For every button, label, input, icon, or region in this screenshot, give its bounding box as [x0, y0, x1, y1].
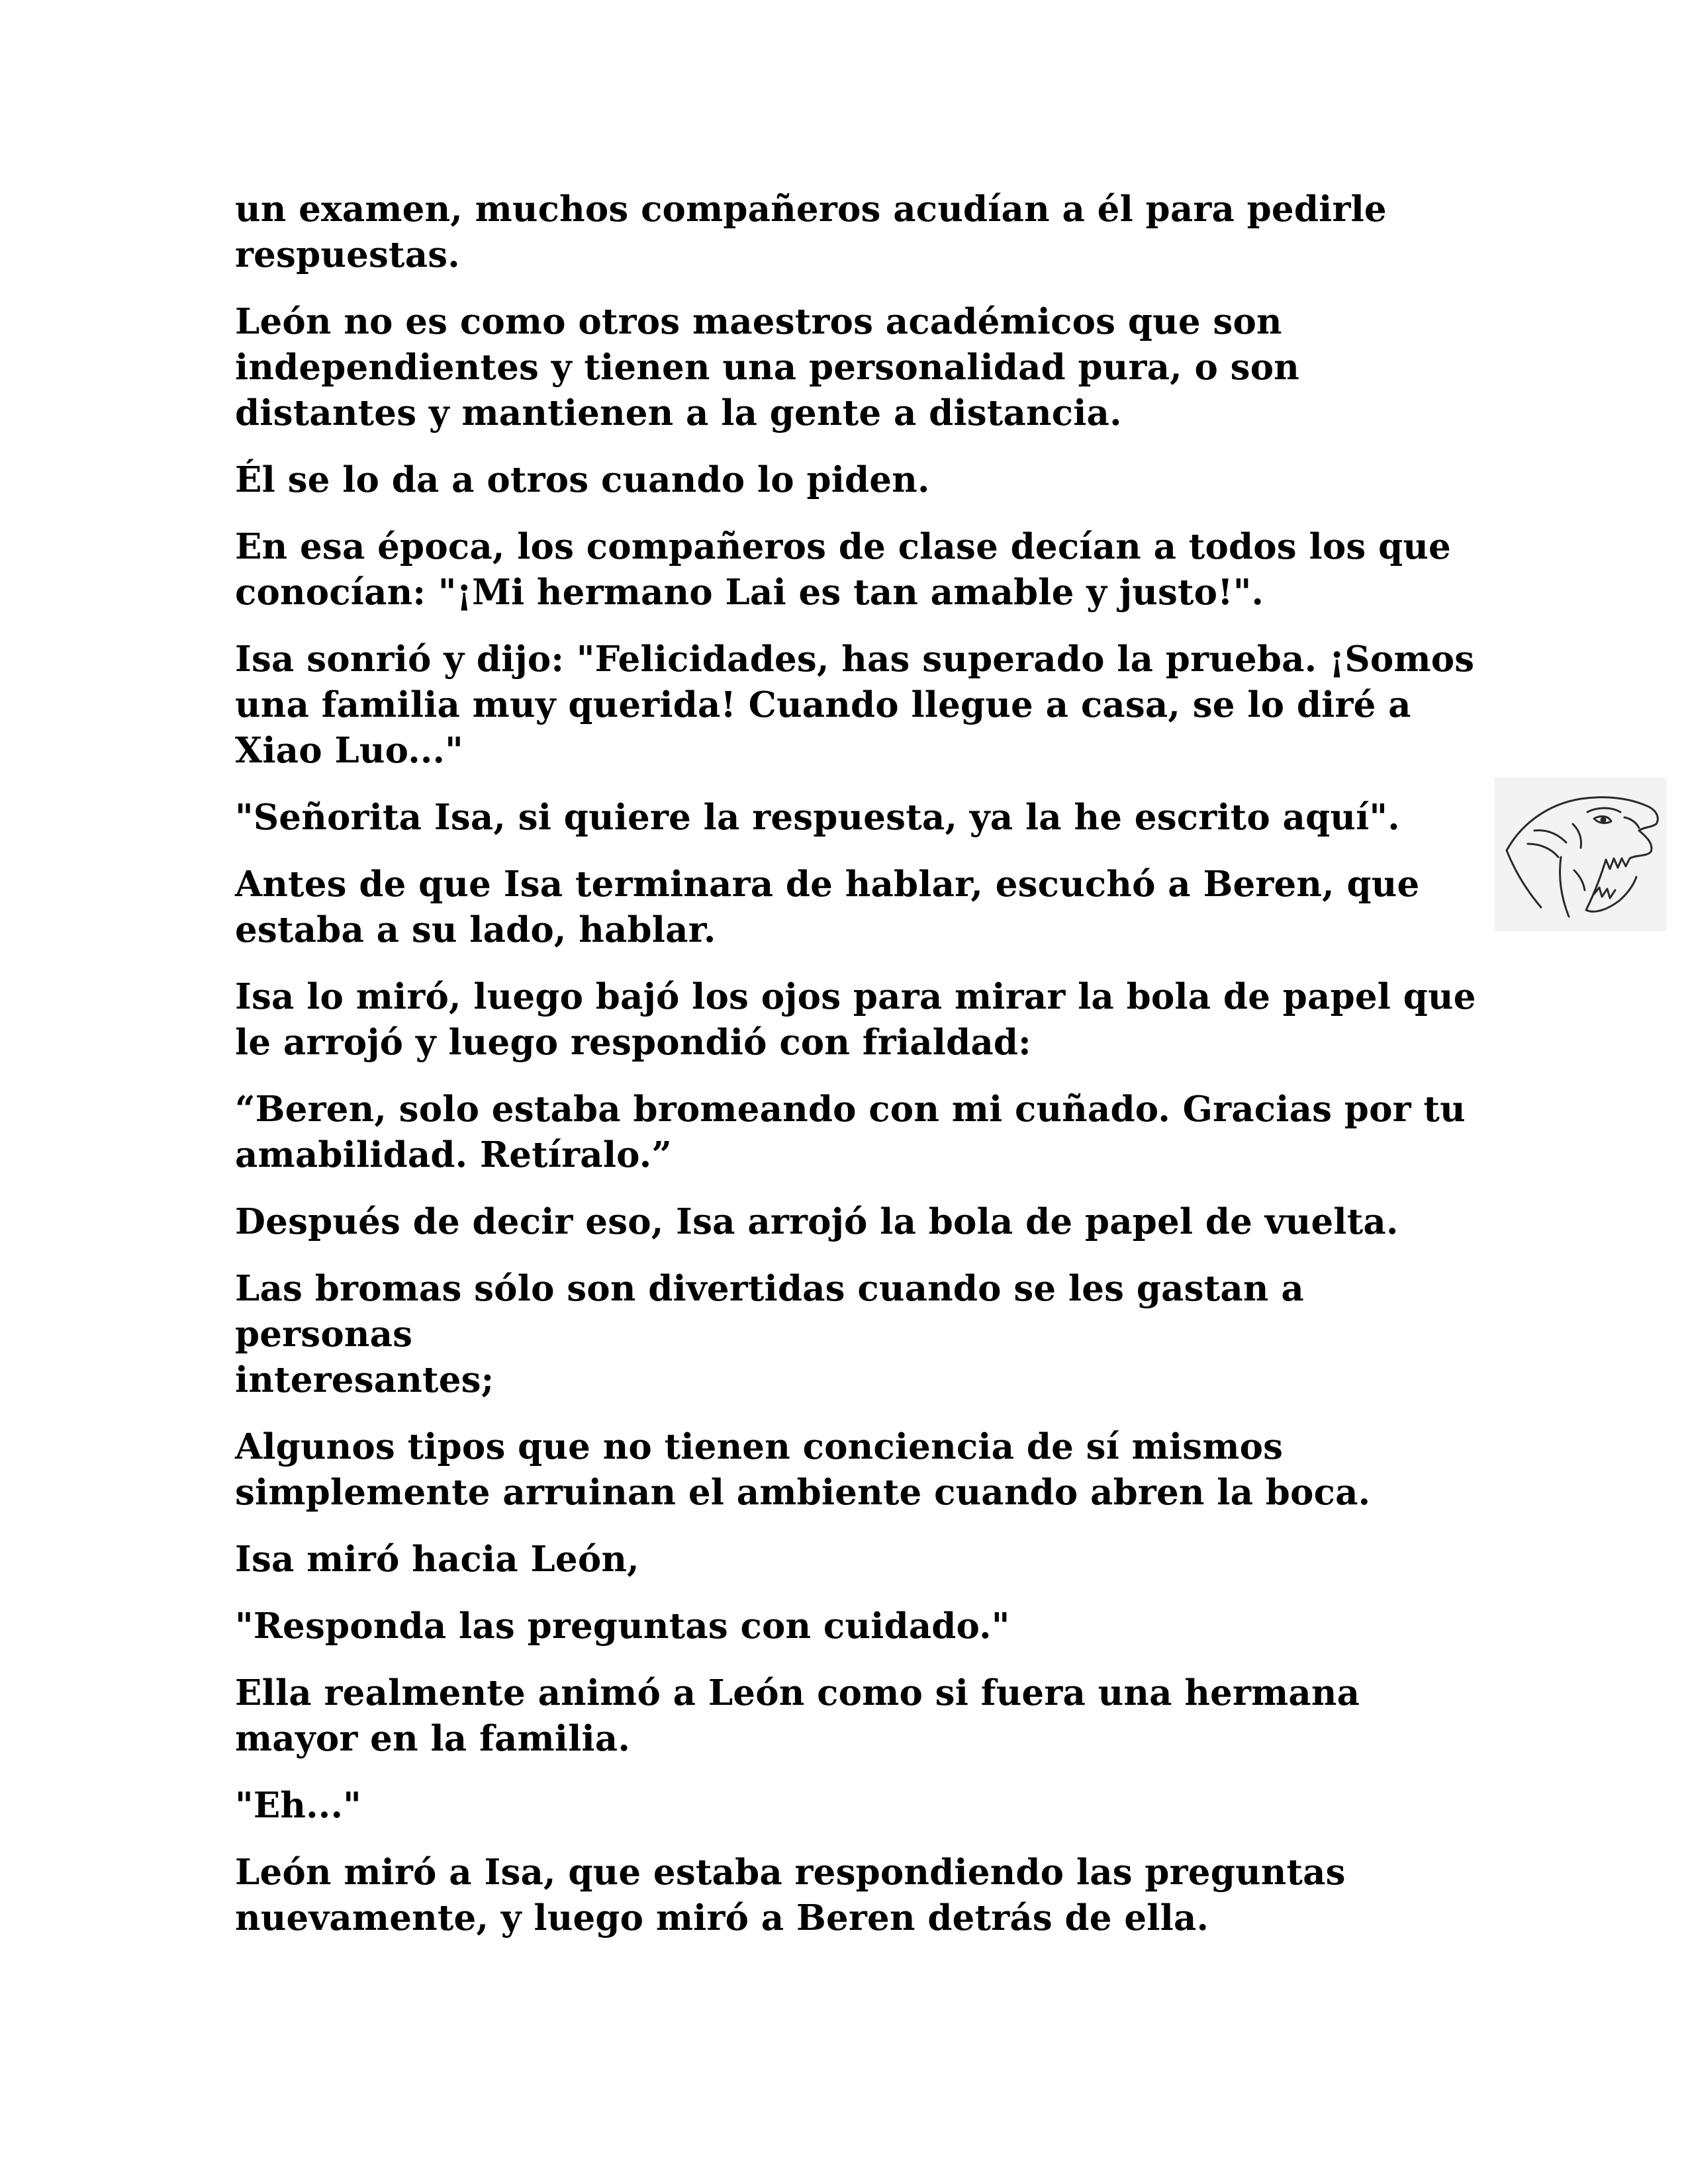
paragraph: Isa lo miró, luego bajó los ojos para mirar la bola de papel que le arrojó y luego respondió con frialdad: [235, 976, 1476, 1063]
body-text [235, 187, 1479, 1962]
paragraph: Algunos tipos que no tienen conciencia de sí mismos simplemente arruinan el ambiente cuando abren la boca. [235, 1426, 1371, 1513]
paragraph: En esa época, los compañeros de clase decían a todos los que conocían: "¡Mi hermano Lai es tan amable y justo!". [235, 526, 1451, 613]
paragraph: León miró a Isa, que estaba respondiendo las preguntas nuevamente, y luego miró a Beren detrás de ella. [235, 1852, 1346, 1938]
paragraph: Isa miró hacia León, [235, 1539, 639, 1580]
paragraph: “Beren, solo estaba bromeando con mi cuñado. Gracias por tu amabilidad. Retíralo.” [235, 1089, 1466, 1175]
paragraph: "Responda las preguntas con cuidado." [235, 1606, 1010, 1647]
paragraph: "Señorita Isa, si quiere la respuesta, ya la he escrito aquí". [235, 797, 1400, 838]
paragraph: Él se lo da a otros cuando lo piden. [235, 459, 930, 500]
paragraph: Después de decir eso, Isa arrojó la bola de papel de vuelta. [235, 1201, 1399, 1242]
dinosaur-head-sketch-icon [1495, 778, 1667, 931]
paragraph: León no es como otros maestros académicos que son independientes y tienen una personalidad pura, o son distantes y mantienen a la gente a distancia. [235, 301, 1300, 433]
paragraph: Antes de que Isa terminara de hablar, escuchó a Beren, que estaba a su lado, hablar. [235, 864, 1420, 950]
paragraph: Isa sonrió y dijo: "Felicidades, has superado la prueba. ¡Somos una familia muy querida! Cuando llegue a casa, se lo diré a Xiao Luo..." [235, 639, 1475, 771]
paragraph: un examen, muchos compañeros acudían a él para pedirle respuestas. [235, 189, 1387, 275]
paragraph: Ella realmente animó a León como si fuera una hermana mayor en la familia. [235, 1672, 1360, 1759]
paragraph: "Eh..." [235, 1785, 361, 1826]
paragraph: Las bromas sólo son divertidas cuando se les gastan a personas interesantes; [235, 1268, 1304, 1400]
